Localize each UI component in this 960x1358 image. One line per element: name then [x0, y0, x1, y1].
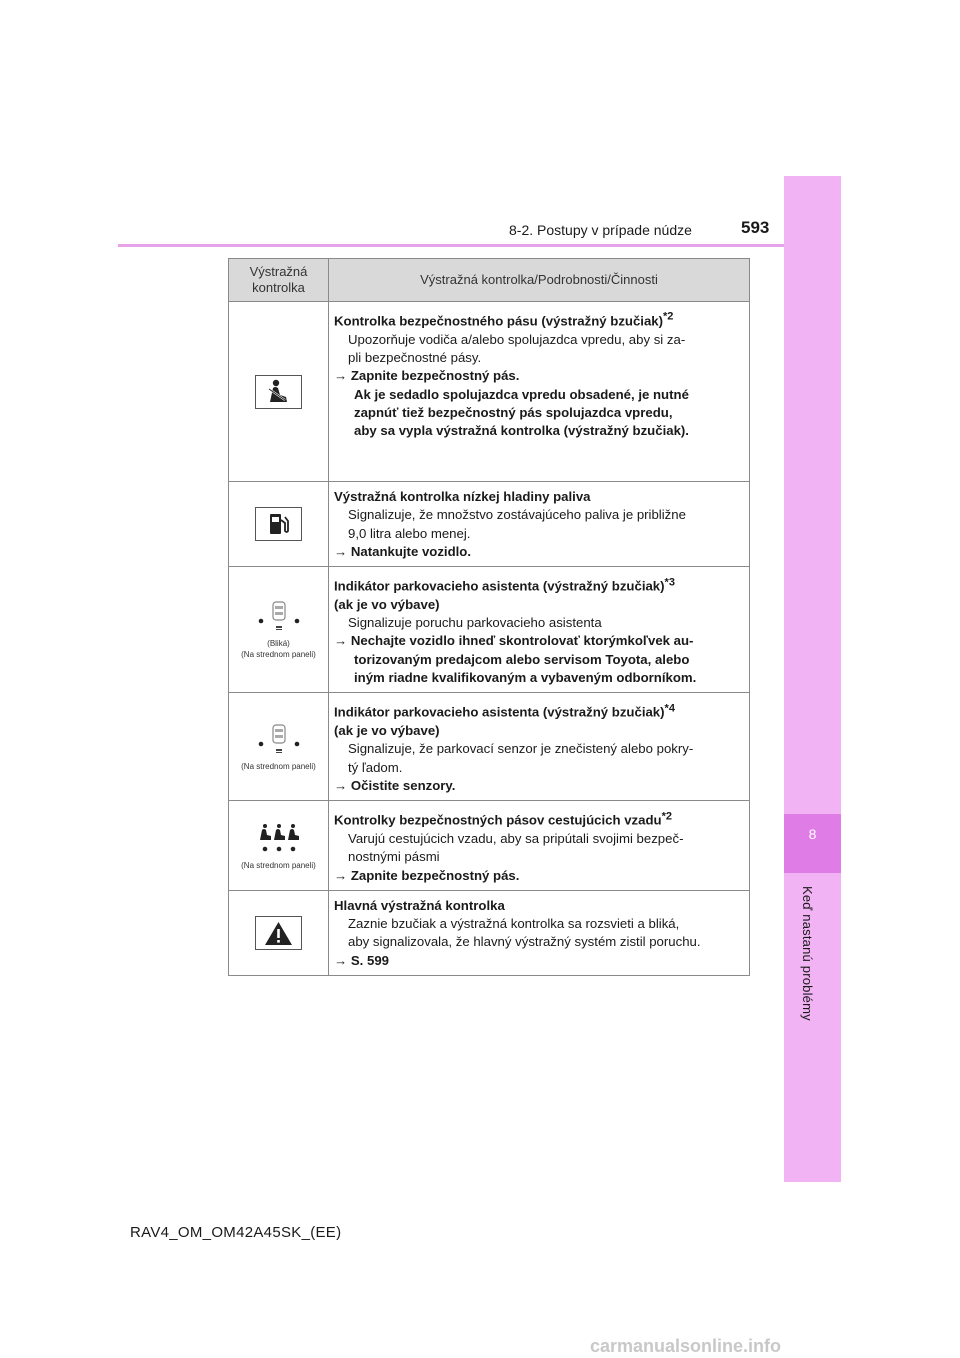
row-text: Signalizuje poruchu parkovacieho asistenta — [348, 615, 602, 631]
table-header-icon-column: Výstražná kontrolka — [229, 259, 329, 302]
footnote-ref: *2 — [663, 311, 674, 323]
row-text: pli bezpečnostné pásy. — [348, 349, 482, 365]
section-title: 8-2. Postupy v prípade núdze — [509, 222, 692, 238]
row-title: Indikátor parkovacieho asistenta (výstražný bzučiak) — [334, 704, 665, 720]
row-details — [329, 567, 750, 693]
row-title: Kontrolka bezpečnostného pásu (výstražný bzučiak) — [334, 313, 664, 329]
parking-assist-icon — [249, 723, 309, 755]
header-divider — [118, 244, 784, 247]
chapter-side-tab — [784, 176, 841, 1182]
table-row — [229, 482, 750, 567]
row-text: Varujú cestujúcich vzadu, aby sa pripútali svojimi bezpeč- — [348, 830, 684, 846]
watermark: carmanualsonline.info — [590, 1336, 782, 1356]
icon-cell — [229, 567, 329, 693]
row-title: Hlavná výstražná kontrolka — [334, 897, 505, 913]
row-action-text: zapnúť tiež bezpečnostný pás spolujazdca vpredu, — [354, 404, 673, 420]
row-text: Signalizuje, že parkovací senzor je znečistený alebo pokry- — [348, 741, 694, 757]
page-number: 593 — [741, 218, 770, 237]
row-action-text: aby sa vypla výstražná kontrolka (výstražný bzučiak). — [354, 423, 689, 439]
row-text: Zaznie bzučiak a výstražná kontrolka sa rozsvieti a bliká, — [348, 916, 680, 932]
arrow-icon: → — [334, 368, 348, 384]
row-text: Upozorňuje vodiča a/alebo spolujazdca vpredu, aby si za- — [348, 331, 686, 347]
row-details — [329, 693, 750, 801]
row-subtitle: (ak je vo výbave) — [334, 596, 440, 612]
table-row — [229, 890, 750, 975]
icon-cell — [229, 482, 329, 567]
table-header-details-column: Výstražná kontrolka/Podrobnosti/Činnosti — [329, 259, 750, 302]
row-action-text: Ak je sedadlo spolujazdca vpredu obsadené, je nutné — [354, 386, 689, 402]
arrow-icon: → — [334, 952, 348, 968]
icon-cell — [229, 693, 329, 801]
table-row — [229, 302, 750, 482]
table-row — [229, 567, 750, 693]
row-title: Indikátor parkovacieho asistenta (výstražný bzučiak) — [334, 578, 665, 594]
table-row — [229, 693, 750, 801]
row-action: Zapnite bezpečnostný pás. — [350, 867, 520, 883]
icon-cell — [229, 302, 329, 482]
row-details — [329, 482, 750, 567]
arrow-icon: → — [334, 633, 348, 649]
row-action: Natankujte vozidlo. — [350, 543, 472, 559]
icon-cell — [229, 801, 329, 891]
footnote-ref: *2 — [661, 810, 672, 823]
row-details — [329, 302, 750, 482]
row-text: tý ľadom. — [348, 759, 403, 775]
arrow-icon: → — [334, 867, 348, 883]
fuel-pump-icon — [255, 507, 302, 541]
chapter-number: 8 — [808, 826, 817, 842]
row-details — [329, 801, 750, 891]
footnote-ref: *3 — [664, 576, 675, 589]
arrow-icon: → — [334, 543, 348, 559]
row-action: Zapnite bezpečnostný pás. — [350, 368, 520, 384]
table-row — [229, 801, 750, 891]
arrow-icon: → — [334, 777, 348, 793]
row-action-text: iným riadne kvalifikovaným a vybaveným odborníkom. — [354, 670, 697, 686]
warning-lights-table — [228, 258, 750, 976]
row-title: Kontrolky bezpečnostných pásov cestujúcich vzadu — [334, 812, 662, 828]
chapter-number-tab — [784, 814, 841, 873]
row-text: 9,0 litra alebo menej. — [348, 525, 471, 541]
page-reference-link[interactable]: S. 599 — [350, 952, 389, 968]
row-text: aby signalizovala, že hlavný výstražný systém zistil poruchu. — [348, 934, 701, 950]
icon-caption: (Na strednom paneli) — [241, 860, 316, 870]
icon-caption: (Na strednom paneli) — [241, 761, 316, 771]
row-action-text: torizovaným predajcom alebo servisom Toyota, alebo — [354, 651, 690, 667]
footnote-ref: *4 — [664, 702, 675, 715]
parking-assist-icon — [249, 600, 309, 632]
row-details — [329, 890, 750, 975]
row-text: Signalizuje, že množstvo zostávajúceho paliva je približne — [348, 507, 686, 523]
chapter-title: Keď nastanú problémy — [800, 886, 815, 1021]
document-footer: RAV4_OM_OM42A45SK_(EE) — [130, 1224, 342, 1241]
master-warning-icon — [255, 916, 302, 950]
row-action: Nechajte vozidlo ihneď skontrolovať ktorýmkoľvek au- — [350, 633, 694, 649]
icon-cell — [229, 890, 329, 975]
row-title: Výstražná kontrolka nízkej hladiny paliva — [334, 489, 591, 504]
icon-caption: (Na strednom paneli) — [241, 650, 316, 660]
icon-caption: (Bliká) — [267, 639, 290, 649]
row-text: nostnými pásmi — [348, 849, 440, 865]
table-header-row — [229, 259, 750, 302]
rear-seatbelt-icon — [249, 822, 309, 854]
seatbelt-warning-icon — [255, 375, 302, 409]
row-subtitle: (ak je vo výbave) — [334, 723, 440, 739]
row-action: Očistite senzory. — [350, 777, 456, 793]
